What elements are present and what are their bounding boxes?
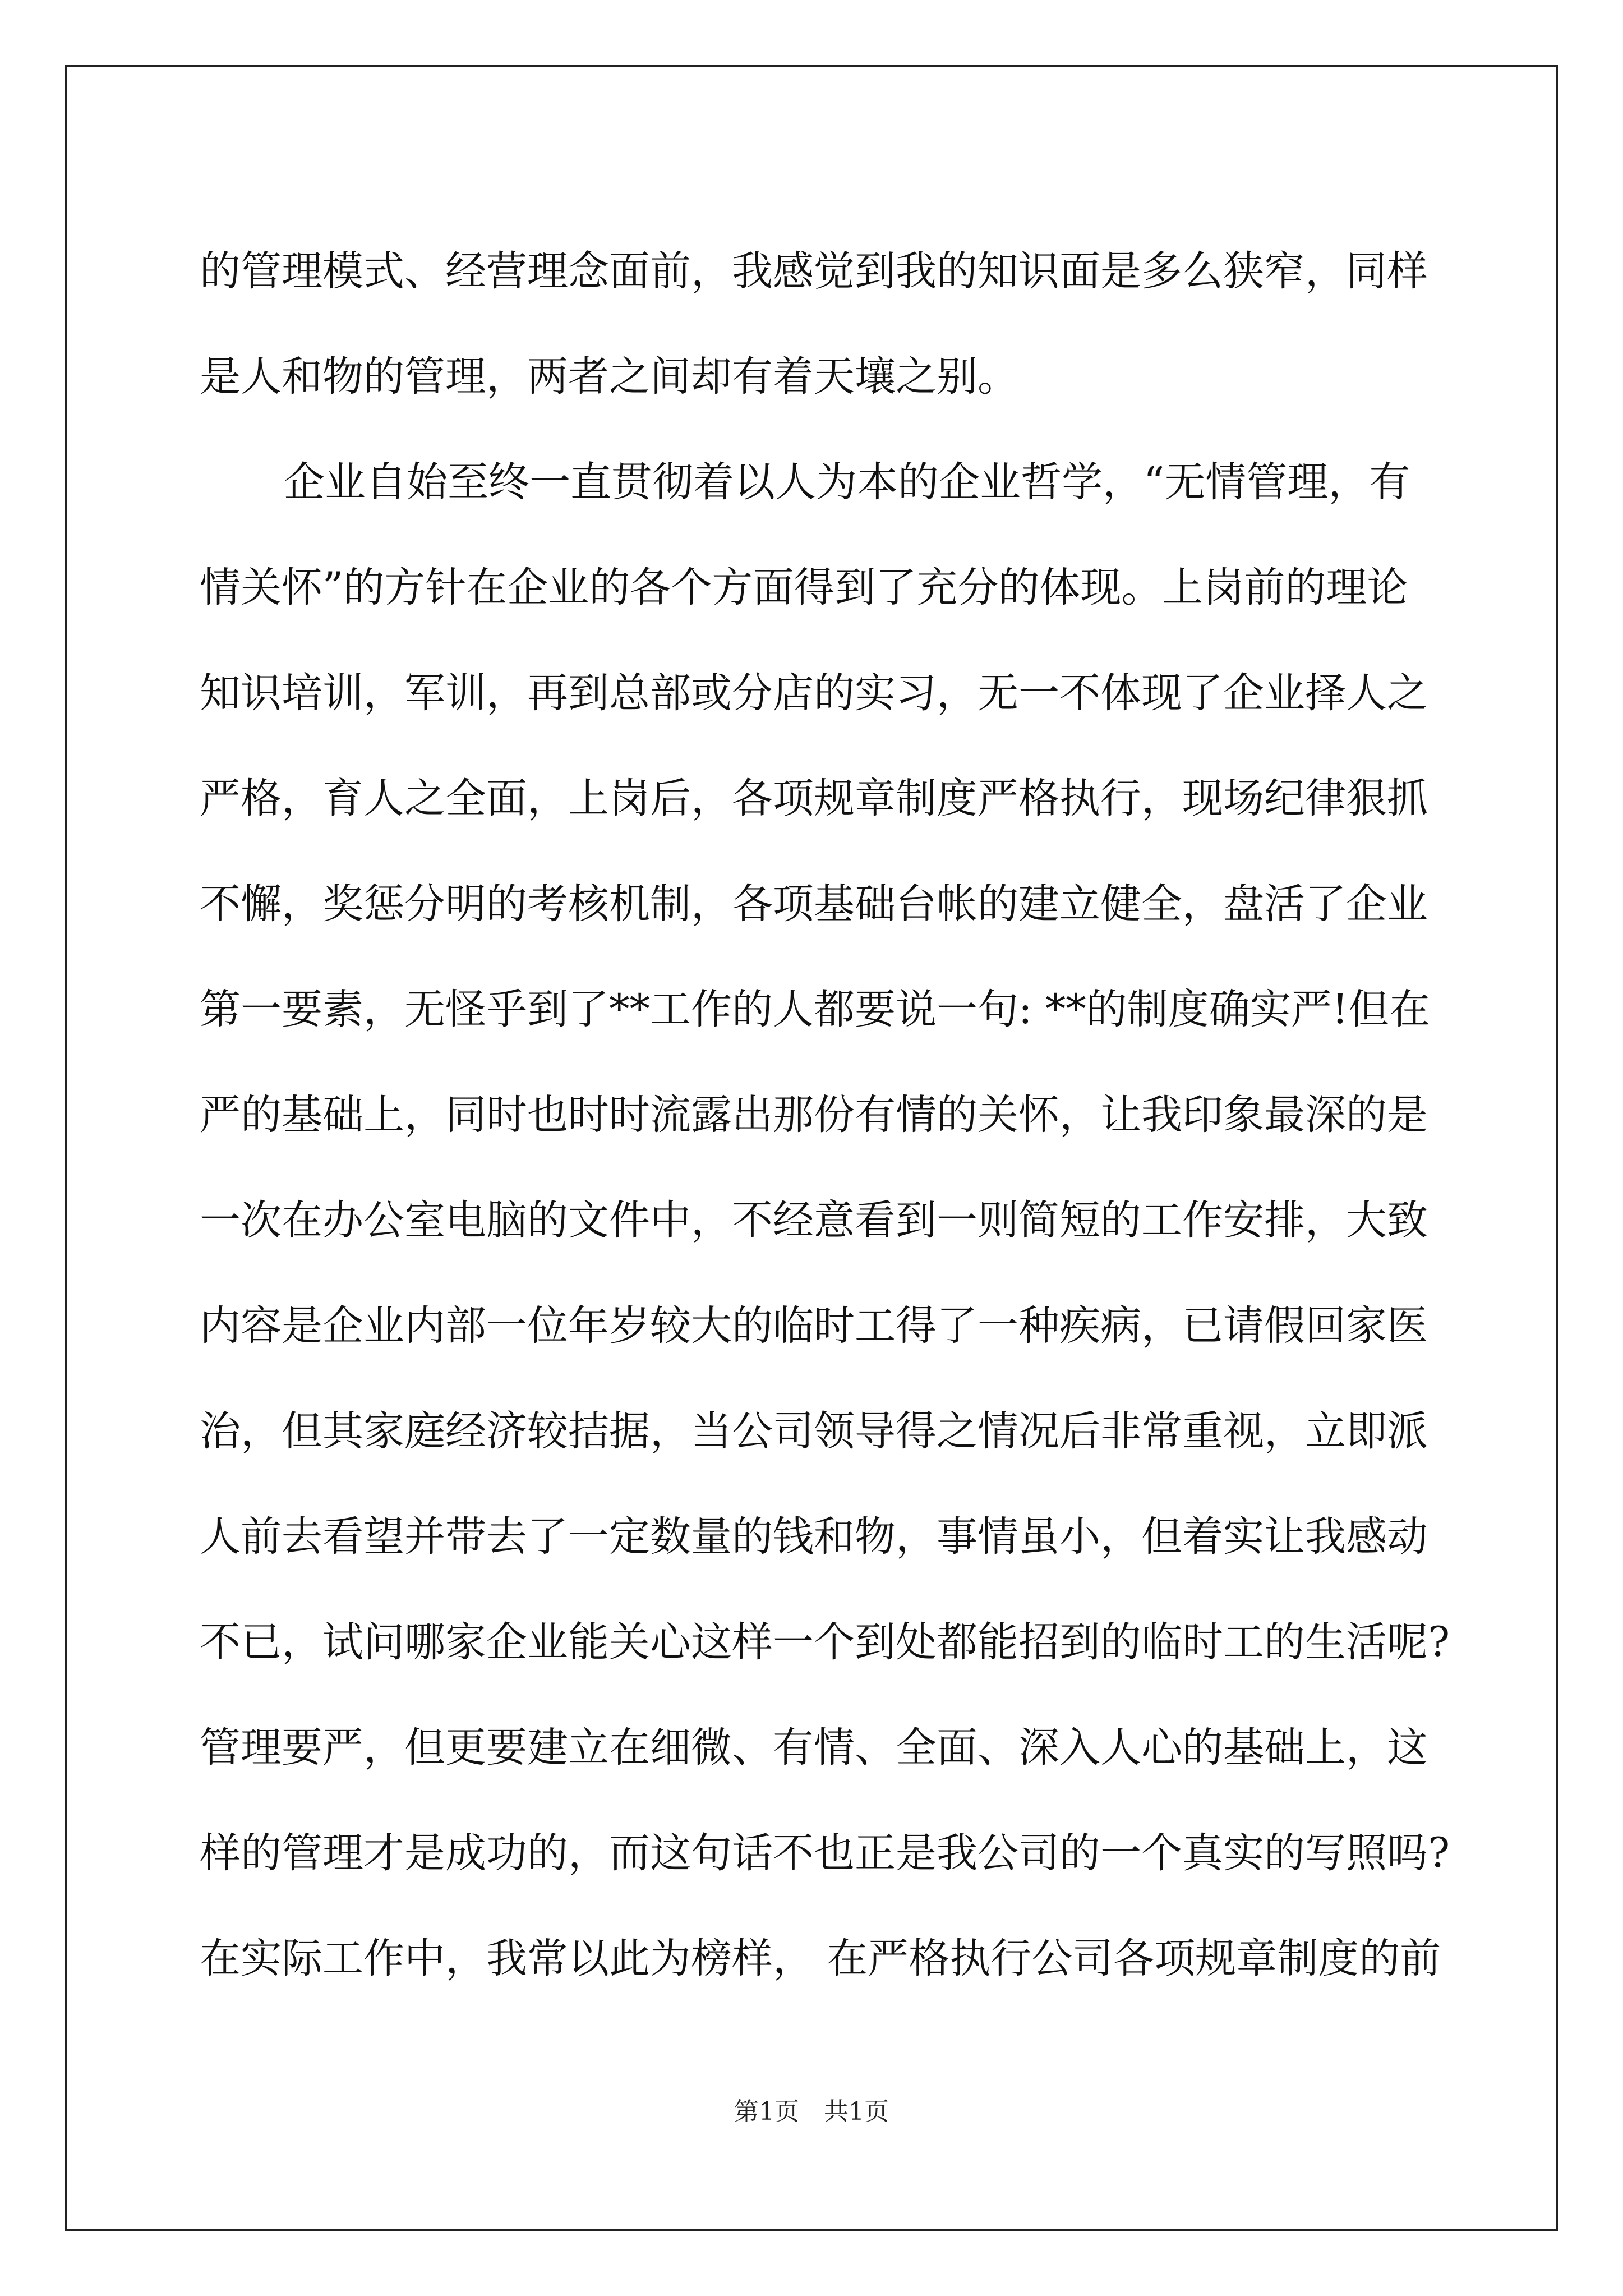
text-line: 的管理模式、经营理念面前，我感觉到我的知识面是多么狭窄，同样 bbox=[200, 247, 1428, 295]
text-line: 不懈，奖惩分明的考核机制，各项基础台帐的建立健全，盘活了企业 bbox=[200, 880, 1428, 928]
text-line: 严的基础上，同时也时时流露出那份有情的关怀，让我印象最深的是 bbox=[200, 1091, 1428, 1139]
document-body bbox=[200, 219, 1450, 2012]
text-line: 情关怀”的方针在企业的各个方面得到了充分的体现。上岗前的理论 bbox=[200, 564, 1408, 611]
paragraph-first-line: 企业自始至终一直贯彻着以人为本的企业哲学，“无情管理，有 bbox=[284, 458, 1410, 506]
text-line: 管理要严，但更要建立在细微、有情、全面、深入人心的基础上，这 bbox=[200, 1724, 1428, 1772]
text-line: 人前去看望并带去了一定数量的钱和物，事情虽小，但着实让我感动 bbox=[200, 1513, 1428, 1561]
text-line: 是人和物的管理，两者之间却有着天壤之别。 bbox=[200, 353, 1018, 401]
text-line: 知识培训，军训，再到总部或分店的实习，无一不体现了企业择人之 bbox=[200, 669, 1428, 717]
text-line: 严格，育人之全面，上岗后，各项规章制度严格执行，现场纪律狠抓 bbox=[200, 775, 1428, 822]
page-number-footer: 第1页 共1页 bbox=[734, 2097, 889, 2126]
text-line: 样的管理才是成功的，而这句话不也正是我公司的一个真实的写照吗? bbox=[200, 1829, 1450, 1877]
text-line: 第一要素，无怪乎到了**工作的人都要说一句: **的制度确实严!但在 bbox=[200, 986, 1431, 1033]
text-line: 一次在办公室电脑的文件中，不经意看到一则简短的工作安排，大致 bbox=[200, 1197, 1428, 1244]
text-line: 治，但其家庭经济较拮据，当公司领导得之情况后非常重视，立即派 bbox=[200, 1407, 1428, 1455]
text-line: 内容是企业内部一位年岁较大的临时工得了一种疾病，已请假回家医 bbox=[200, 1302, 1428, 1350]
text-line: 不已，试问哪家企业能关心这样一个到处都能招到的临时工的生活呢? bbox=[200, 1618, 1450, 1666]
text-line: 在实际工作中，我常以此为榜样， 在严格执行公司各项规章制度的前 bbox=[200, 1935, 1441, 1982]
